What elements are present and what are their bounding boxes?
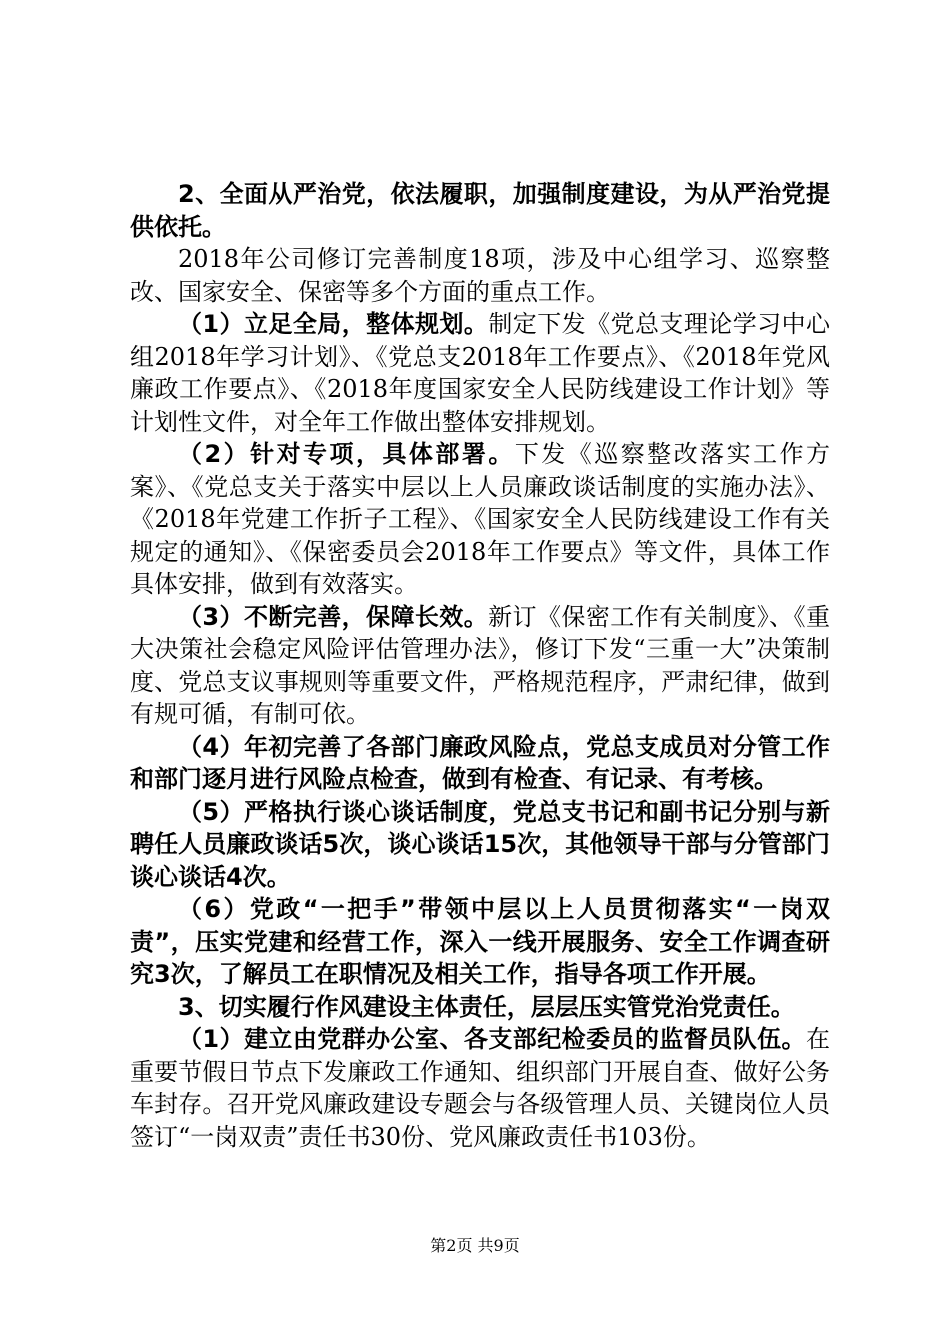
page-footer (0, 1233, 950, 1256)
page-number: 第2页 共9页 (430, 1236, 520, 1255)
paragraph-text: 新订《保密工作有关制度》、《重大决策社会稳定风险评估管理办法》，修订下发“三重一大”决策制度、党总支议事规则等重要文件，严格规范程序，严肃纪律，做到有规可循，有制可依。 (130, 602, 830, 728)
paragraph-heading: （1）立足全局，整体规划。 (178, 310, 489, 338)
paragraph-text: 下发《巡察整改落实工作方案》、《党总支关于落实中层以上人员廉政谈话制度的实施办法》、《2018年党建工作折子工程》、《国家安全人民防线建设工作有关规定的通知》、《保密委员会2018年工作要点》等文件，具体工作具体安排，做到有效落实。 (130, 440, 831, 598)
paragraph-text: 2018年公司修订完善制度18项，涉及中心组学习、巡察整改、国家安全、保密等多个方面的重点工作。 (130, 245, 830, 306)
paragraph-1 (130, 178, 830, 243)
paragraph-text: 在重要节假日节点下发廉政工作通知、组织部门开展自查、做好公务车封存。召开党风廉政建设专题会与各级管理人员、关键岗位人员签订“一岗双责”责任书30份、党风廉政责任书103份。 (130, 1025, 830, 1151)
paragraph-heading: （4）年初完善了各部门廉政风险点，党总支成员对分管工作和部门逐月进行风险点检查，做到有检查、有记录、有考核。 (130, 732, 830, 793)
paragraph-text: 制定下发《党总支理论学习中心组2018年学习计划》、《党总支2018年工作要点》、《2018年党风廉政工作要点》、《2018年度国家安全人民防线建设工作计划》等计划性文件，对全年工作做出整体安排规划。 (130, 310, 831, 436)
paragraph-heading: （6）党政“一把手”带领中层以上人员贯彻落实“一岗双责”，压实党建和经营工作，深入一线开展服务、安全工作调查研究3次，了解员工在职情况及相关工作，指导各项工作开展。 (130, 895, 830, 988)
paragraph-2 (130, 243, 830, 308)
paragraph-heading: （1）建立由党群办公室、各支部纪检委员的监督员队伍。 (178, 1025, 806, 1053)
paragraph-heading: 2、全面从严治党，依法履职，加强制度建设，为从严治党提供依托。 (130, 180, 830, 241)
paragraph-heading: 3、切实履行作风建设主体责任，层层压实管党治党责任。 (178, 992, 795, 1021)
paragraph-10 (130, 1023, 830, 1153)
paragraph-5 (130, 601, 830, 731)
paragraph-3 (130, 308, 830, 438)
paragraph-7 (130, 796, 830, 894)
paragraph-heading: （3）不断完善，保障长效。 (178, 602, 489, 631)
paragraph-4 (130, 438, 830, 601)
paragraph-6 (130, 731, 830, 796)
document-body (130, 178, 830, 1153)
paragraph-8 (130, 893, 830, 991)
paragraph-9 (130, 991, 830, 1024)
paragraph-heading: （2）针对专项，具体部署。 (178, 440, 515, 468)
paragraph-heading: （5）严格执行谈心谈话制度，党总支书记和副书记分别与新聘任人员廉政谈话5次，谈心谈话15次，其他领导干部与分管部门谈心谈话4次。 (130, 797, 830, 891)
